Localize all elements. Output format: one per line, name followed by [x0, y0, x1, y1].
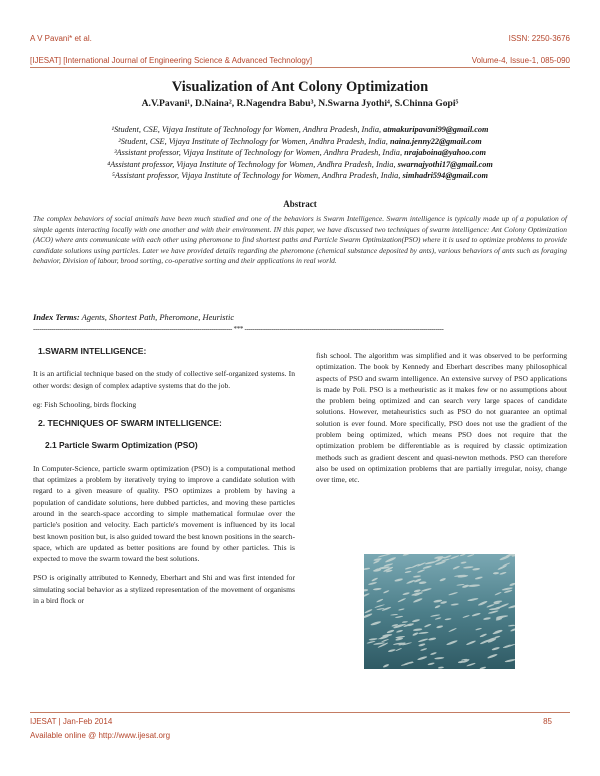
fish-school-photo — [364, 554, 515, 669]
pso-paragraph-3: fish school. The algorithm was simplified and it was observed to be performing optimization. The book by Kennedy and Eberhart describes many philosophical aspects of PSO and swarm intelligence. An extensive survey of PSO applications is made by Poli. PSO is a metheuristic as it makes few or no assumptions about the problem being optimized and can search very large spaces of candidate solutions. However, metaheuristics such as PSO do not guarantee an optimal solution is ever found. More specifically, PSO does not use the gradient of the problem being optimized, which means PSO does not require that the optimization problem be differentiable as is required by classic optimization methods such as gradient descent and quasi-newton methods. PSO can therefore also be used on optimization problems that are partially irregular, noisy, change over time, etc. — [316, 351, 567, 485]
index-terms — [33, 312, 567, 322]
affiliation-text: ³Assistant professor, Vijaya Institute of Technology for Women, Andhra Pradesh, India, — [114, 148, 405, 158]
affiliation-5 — [0, 170, 600, 182]
header-issn: ISSN: 2250-3676 — [508, 34, 570, 43]
affiliation-email[interactable]: simhadri594@gmail.com — [402, 171, 488, 181]
right-column — [316, 350, 567, 494]
footer-divider — [30, 712, 570, 713]
affiliation-text: ⁵Assistant professor, Vijaya Institute of Technology for Women, Andhra Pradesh, India, — [112, 171, 403, 181]
header-authors: A V Pavani* et al. — [30, 34, 92, 43]
section-separator: -------------------------------------------------------------------------------------------------- *** -------------------------------------------------------------------------------------------------- — [33, 325, 444, 333]
header-volume: Volume-4, Issue-1, 085-090 — [471, 56, 570, 65]
affiliation-email[interactable]: naina.jenny22@gmail.com — [389, 136, 482, 146]
affiliation-text: ²Student, CSE, Vijaya Institute of Technology for Women, Andhra Pradesh, India, — [118, 136, 390, 146]
affiliation-text: ⁴Assistant professor, Vijaya Institute of Technology for Women, Andhra Pradesh, India, — [107, 159, 398, 169]
section-1-paragraph: It is an artificial technique based on the study of collective self-organized systems. In other words: design of complex adaptive systems that do the job. — [33, 369, 295, 390]
index-terms-list: Agents, Shortest Path, Pheromone, Heuristic — [79, 312, 235, 322]
running-header-top — [30, 34, 570, 43]
section-2-1-heading: 2.1 Particle Swarm Optimization (PSO) — [45, 440, 198, 451]
affiliation-4 — [0, 159, 600, 171]
section-1-heading: 1.SWARM INTELLIGENCE: — [38, 346, 147, 356]
running-header-journal — [30, 56, 570, 65]
header-divider — [30, 67, 570, 68]
affiliation-email[interactable]: atmakuripavani99@gmail.com — [383, 125, 489, 134]
author-list: A.V.Pavani¹, D.Naina², R.Nagendra Babu³, N.Swarna Jyothi⁴, S.Chinna Gopi⁵ — [141, 98, 459, 109]
pso-paragraph-2: PSO is originally attributed to Kennedy, Eberhart and Shi and was first intended for simulating social behavior as a stylized representation of the movement of organisms in a bird flock or — [33, 573, 295, 606]
affiliation-3 — [0, 147, 600, 159]
page-number: 85 — [543, 717, 552, 726]
abstract-body: The complex behaviors of social animals have been much studied and one of the behaviors is Swarm Intelligence. Swarm intelligence is typically made up of a population of simple agents interacting locally with one another and with their environment. IN this paper, we have discussed two techniques of swarm intelligence: Ant Colony Optimization (ACO) where ants communicate with each other using pheromone to find shortest paths and Particle Swarm Optimization(PSO) where it is used to optimize problems to provide candidate solutions using particles. Later we have provided details regarding the pheromone (chemical substance deposited by ants), various behaviors of ants such as foraging behavior, Division of labour, brood sorting, co-operative sorting and their applications in real world. — [33, 214, 567, 266]
section-2-heading: 2. TECHNIQUES OF SWARM INTELLIGENCE: — [38, 418, 222, 429]
affiliation-email[interactable]: swarnajyothi17@gmail.com — [397, 159, 493, 169]
left-column — [33, 346, 295, 614]
section-1-example: eg: Fish Schooling, birds flocking — [33, 399, 137, 409]
affiliation-1 — [0, 124, 600, 136]
pso-paragraph-1: In Computer-Science, particle swarm optimization (PSO) is a computational method that optimizes a problem by iteratively trying to improve a candidate solution with regard to a given measure of quality. PSO optimizes a problem by having a population of candidate solutions, here dubbed particles, and moving these particles around in the search-space according to simple mathematical formulae over the particle's position and velocity. Each particle's movement is influenced by its local best known position but, is also guided toward the best known positions in the search-space, which are updated as better positions are found by other particles. This is expected to move the swarm toward the best solutions. — [33, 463, 295, 564]
abstract-heading: Abstract — [283, 199, 317, 209]
footer-availability[interactable]: Available online @ http://www.ijesat.org — [30, 731, 171, 740]
affiliations — [0, 124, 600, 182]
footer-journal-issue: IJESAT | Jan-Feb 2014 — [30, 717, 113, 726]
affiliation-2 — [0, 136, 600, 148]
affiliation-email[interactable]: nrajaboina@yahoo.com — [404, 148, 486, 158]
header-journal: [IJESAT] [International Journal of Engineering Science & Advanced Technology] — [30, 56, 313, 65]
paper-title: Visualization of Ant Colony Optimization — [171, 79, 429, 95]
affiliation-text: ¹Student, CSE, Vijaya Institute of Technology for Women, Andhra Pradesh, India, — [111, 125, 384, 134]
index-terms-label: Index Terms: — [33, 312, 80, 322]
